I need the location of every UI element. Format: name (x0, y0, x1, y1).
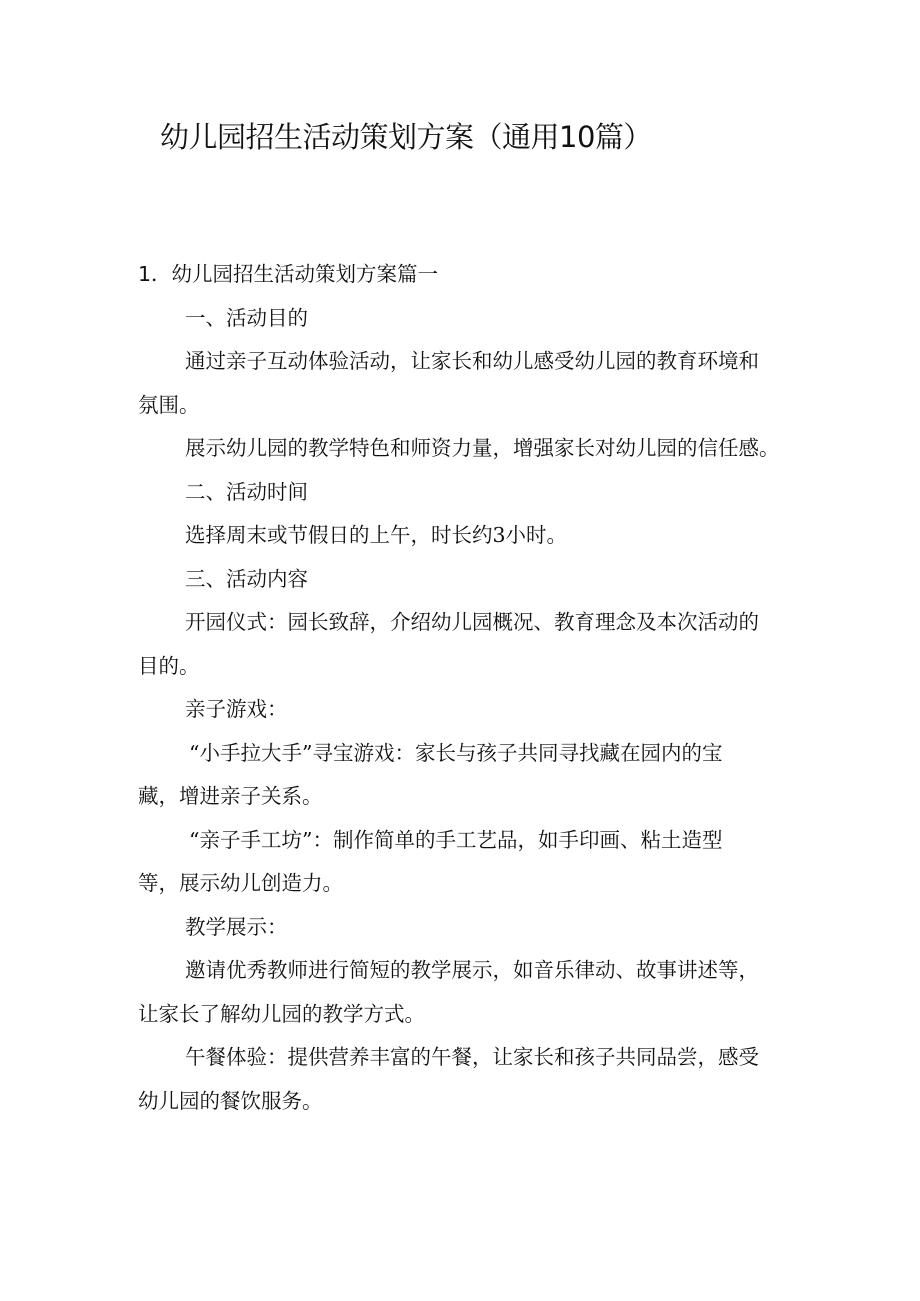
paragraph-list (138, 297, 798, 1124)
paragraph-line: 通过亲子互动体验活动，让家长和幼儿感受幼儿园的教育环境和 (185, 349, 759, 373)
paragraph-line: 教学展示： (185, 914, 288, 939)
paragraph-line: 开园仪式：园长致辞，介绍幼儿园概况、教育理念及本次活动的 (185, 610, 759, 634)
paragraph-line: 氛围。 (138, 392, 200, 417)
paragraph-line: 等，展示幼儿创造力。 (138, 871, 343, 895)
paragraph-line: 藏，增进亲子关系。 (138, 784, 323, 808)
paragraph-line: 幼儿园的餐饮服务。 (138, 1088, 323, 1113)
document-title: 幼儿园招生活动策划方案（通用10篇） (160, 120, 652, 154)
paragraph-line: 二、活动时间 (185, 479, 308, 504)
document-body (138, 253, 798, 1123)
paragraph-line: 让家长了解幼儿园的教学方式。 (138, 1001, 425, 1026)
paragraph-line: 一、活动目的 (185, 305, 308, 330)
paragraph-line: 三、活动内容 (185, 566, 308, 591)
paragraph-line: “小手拉大手”寻宝游戏：家长与孩子共同寻找藏在园内的宝 (189, 740, 723, 765)
section-heading: 1．幼儿园招生活动策划方案篇一 (138, 262, 439, 286)
paragraph-line: 亲子游戏： (185, 697, 288, 721)
paragraph-line: 目的。 (138, 653, 200, 678)
paragraph-line: 展示幼儿园的教学特色和师资力量，增强家长对幼儿园的信任感。 (185, 436, 780, 460)
paragraph-line: 选择周末或节假日的上午，时长约3小时。 (185, 523, 568, 547)
paragraph-line: 午餐体验：提供营养丰富的午餐，让家长和孩子共同品尝，感受 (185, 1045, 759, 1069)
paragraph-line: “亲子手工坊”：制作简单的手工艺品，如手印画、粘土造型 (189, 827, 723, 852)
paragraph-line: 邀请优秀教师进行简短的教学展示，如音乐律动、故事讲述等， (185, 958, 759, 982)
